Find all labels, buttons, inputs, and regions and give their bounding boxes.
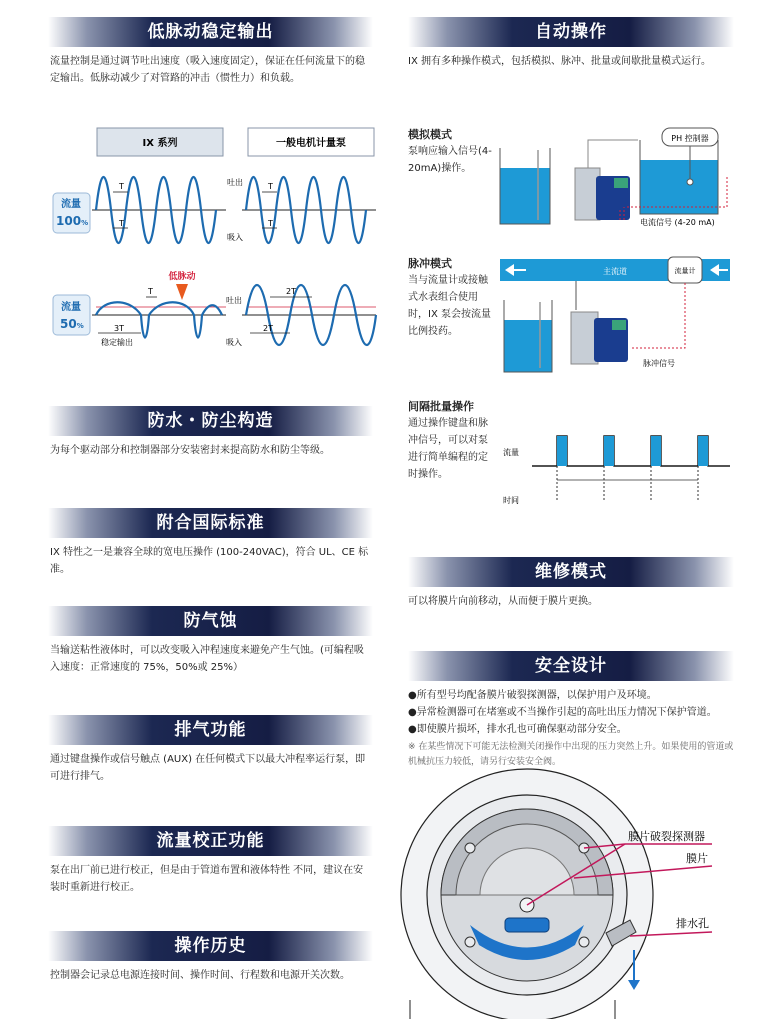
suction-label-2: 吸入 xyxy=(226,338,242,347)
safety-item-3: ●即使膜片损坏，排水孔也可确保驱动部分安全。 xyxy=(408,724,627,735)
t-label-4: T xyxy=(268,219,273,228)
analog-mode-text: 泵响应输入信号(4-20mA)操作。 xyxy=(408,146,492,174)
section-title-calibration: 流量校正功能 xyxy=(48,826,373,856)
flow-50-label: 流量 xyxy=(61,302,81,313)
t-label-2: T xyxy=(119,219,124,228)
drain-label: 排水孔 xyxy=(676,917,709,930)
section-title-history: 操作历史 xyxy=(48,931,373,961)
t-label-5: T xyxy=(148,287,153,296)
section-title-low-pulse: 低脉动稳定输出 xyxy=(48,17,373,47)
calibration-text: 泵在出厂前已进行校正，但是由于管道布置和液体特性 不同，建议在安装时重新进行校正。 xyxy=(50,865,364,893)
main-channel-label: 主流道 xyxy=(603,267,627,276)
section-title-anti-cavitation: 防气蚀 xyxy=(48,606,373,636)
batch-mode-title: 间隔批量操作 xyxy=(408,400,474,413)
current-signal-label: 电流信号 (4-20 mA) xyxy=(640,218,715,227)
section-title-safety: 安全设计 xyxy=(408,651,734,681)
low-pulse-text: 流量控制是通过调节吐出速度（吸入速度固定），保证在任何流量下的稳定输出。低脉动减少了对管路的冲击（惯性力）和负载。 xyxy=(50,56,365,84)
ix-series-label: IX 系列 xyxy=(142,138,178,149)
safety-item-1: ●所有型号均配备膜片破裂探测器，以保护用户及环境。 xyxy=(408,690,657,701)
safety-item-2: ●异常检测器可在堵塞或不当操作引起的高吐出压力情况下保护管道。 xyxy=(408,707,717,718)
discharge-label-1: 吐出 xyxy=(227,178,243,187)
flow-50-pct: % xyxy=(76,322,84,330)
t3-label: 3T xyxy=(114,324,124,333)
flow-meter-label: 流量计 xyxy=(674,267,696,275)
maintenance-text: 可以将膜片向前移动，从而便于膜片更换。 xyxy=(408,596,598,607)
suction-label-1: 吸入 xyxy=(227,233,243,242)
pulse-mode-text: 当与流量计或接触式水表组合使用时，IX 泵会按流量比例投药。 xyxy=(408,275,491,337)
drain-arrow-icon xyxy=(628,980,640,990)
safety-note: ※ 在某些情况下可能无法检测关闭操作中出现的压力突然上升。如果使用的管道或机械抗压力较低，请另行安装安全阀。 xyxy=(408,742,734,767)
section-title-waterproof: 防水・防尘构造 xyxy=(48,406,373,436)
t-label-3: T xyxy=(268,182,273,191)
anti-cavitation-text: 当输送粘性液体时，可以改变吸入冲程速度来避免产生气蚀。(可编程吸入速度：正常速度的 75%，50%或 25%） xyxy=(50,645,364,673)
batch-mode-text: 通过操作键盘和脉冲信号，可以对泵进行简单编程的定时操作。 xyxy=(408,418,488,480)
standards-text: IX 特性之一是兼容全球的宽电压操作 (100-240VAC)，符合 UL、CE 标准。 xyxy=(50,547,369,575)
history-text: 控制器会记录总电源连接时间、操作时间、行程数和电源开关次数。 xyxy=(50,970,350,981)
section-title-standards: 附合国际标准 xyxy=(48,508,373,538)
waterproof-text: 为每个驱动部分和控制器部分安装密封来提高防水和防尘等级。 xyxy=(50,445,330,456)
batch-time-label: 时间 xyxy=(503,496,519,505)
batch-flow-label: 流量 xyxy=(503,448,519,457)
t2-label-1: 2T xyxy=(286,287,296,296)
analog-mode-title: 模拟模式 xyxy=(408,128,452,141)
steady-output-label: 稳定输出 xyxy=(101,338,133,347)
degassing-text: 通过键盘操作或信号触点 (AUX) 在任何模式下以最大冲程率运行泵，即可进行排气。 xyxy=(50,754,366,782)
flow-100-label: 流量 xyxy=(61,199,81,210)
t-label-1: T xyxy=(119,182,124,191)
section-title-auto-operation: 自动操作 xyxy=(408,17,734,47)
pulse-mode-title: 脉冲模式 xyxy=(408,257,452,270)
detector-label: 膜片破裂探测器 xyxy=(628,830,705,843)
pulse-signal-label: 脉冲信号 xyxy=(643,359,675,368)
flow-100-value: 100 xyxy=(56,214,82,228)
section-title-maintenance: 维修模式 xyxy=(408,557,734,587)
discharge-label-2: 吐出 xyxy=(226,296,242,305)
diaphragm-label: 膜片 xyxy=(686,852,708,865)
ph-controller-label: PH 控制器 xyxy=(671,134,709,143)
section-title-degassing: 排气功能 xyxy=(48,715,373,745)
auto-operation-text: IX 拥有多种操作模式，包括模拟、脉冲、批量或间歇批量模式运行。 xyxy=(408,56,711,67)
flow-100-pct: % xyxy=(81,219,89,227)
t2-label-2: 2T xyxy=(263,324,273,333)
general-pump-label: 一般电机计量泵 xyxy=(276,138,346,149)
flow-50-value: 50 xyxy=(60,317,77,331)
low-pulse-label: 低脉动 xyxy=(168,272,196,282)
